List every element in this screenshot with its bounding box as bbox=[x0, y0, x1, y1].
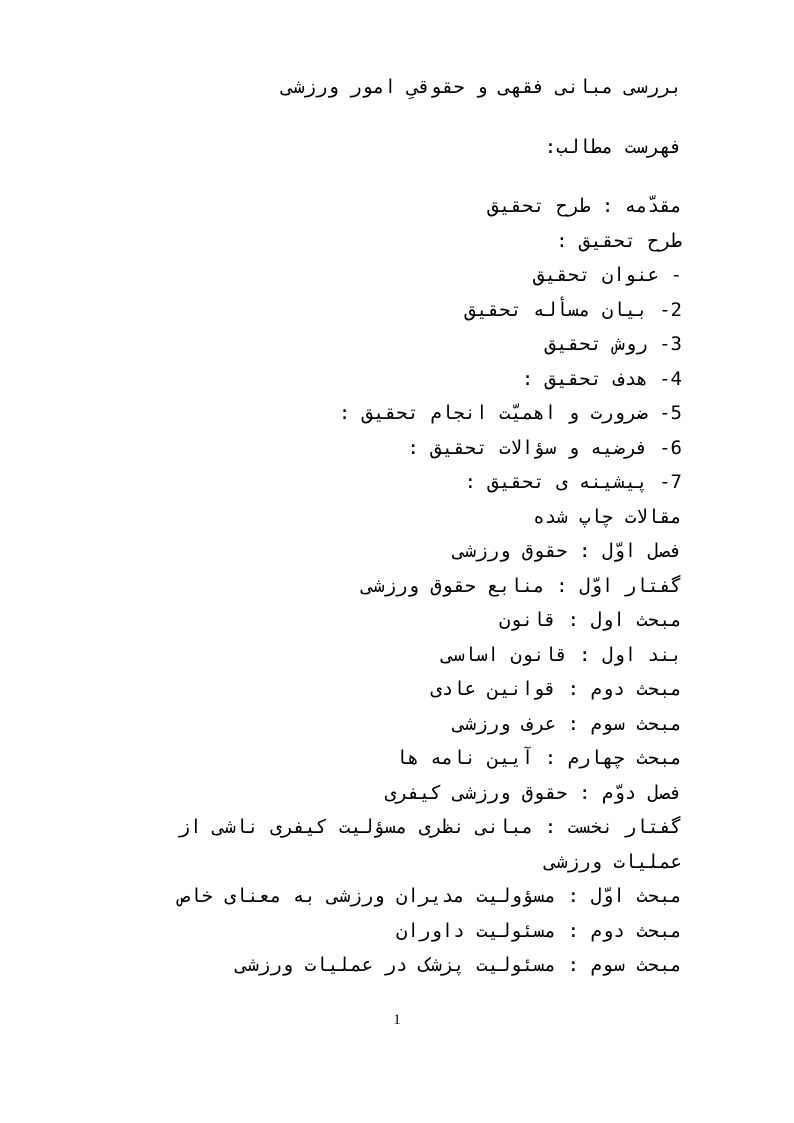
toc-item: مبحث اول : قانون bbox=[498, 609, 682, 631]
toc-item: 6- فرضیه و سؤالات تحقیق : bbox=[407, 436, 682, 459]
toc-item: گفتار نخست : مبانی نظری مسؤلیت کیفری ناشی از عملیات ورزشی bbox=[178, 816, 682, 873]
toc-item: مبحث دوم : مسئولیت داوران bbox=[396, 919, 682, 942]
toc-item: مقدّمه : طرح تحقیق bbox=[487, 195, 682, 217]
toc-item: طرح تحقیق : bbox=[556, 229, 682, 252]
toc-item: بند اول : قانون اساسی bbox=[441, 643, 682, 666]
toc-item: 7- پیشینه ی تحقیق : bbox=[464, 471, 682, 493]
toc-item: 5- ضرورت و اهمیّت انجام تحقیق : bbox=[338, 402, 682, 424]
toc-item: گفتار اوّل : منابع حقوق ورزشی bbox=[361, 574, 682, 597]
toc-item: 2- بیان مسأله تحقیق bbox=[464, 298, 682, 321]
toc-item: فصل دوّم : حقوق ورزشی کیفری bbox=[384, 781, 682, 804]
toc-item: مقالات چاپ شده bbox=[533, 505, 682, 528]
toc-item: مبحث چهارم : آیین نامه ها bbox=[396, 747, 682, 769]
page-number: 1 bbox=[393, 1012, 401, 1028]
toc-item: 3- روش تحقیق bbox=[544, 333, 682, 355]
toc-item: مبحث دوم : قوانین عادی bbox=[430, 678, 682, 700]
toc-item: مبحث سوم : مسئولیت پزشک در عملیات ورزشی bbox=[235, 954, 682, 976]
toc-item: 4- هدف تحقیق : bbox=[521, 367, 682, 390]
toc-heading: فهرست مطالب: bbox=[544, 135, 682, 158]
toc-item: مبحث اوّل : مسؤولیت مدیران ورزشی به معنای خاص bbox=[178, 885, 682, 907]
toc-item: - عنوان تحقیق bbox=[533, 264, 682, 286]
page-content bbox=[122, 70, 682, 983]
toc-item: فصل اوّل : حقوق ورزشی bbox=[453, 540, 682, 562]
toc-item: مبحث سوم : عرف ورزشی bbox=[453, 712, 682, 735]
document-title: بررسی مبانی فقهی و حقوقیِ امور ورزشی bbox=[281, 76, 682, 98]
